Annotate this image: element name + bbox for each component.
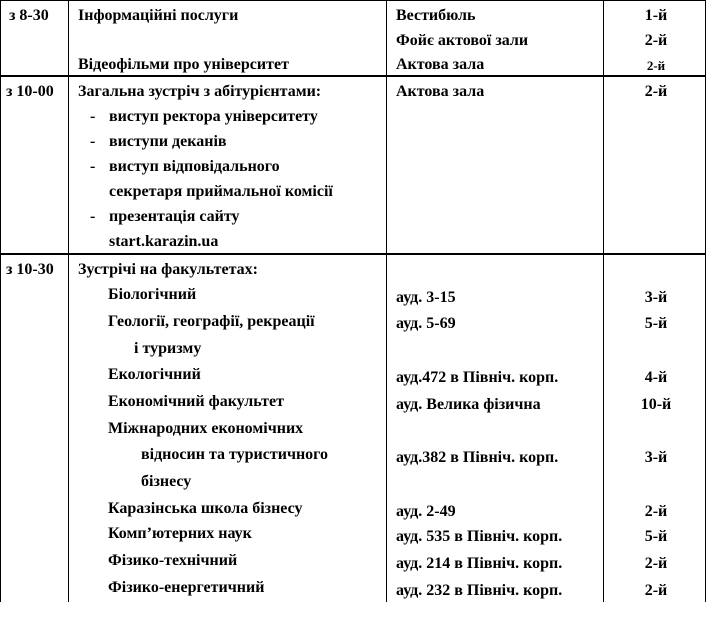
- bullet-mark: -: [90, 158, 96, 175]
- floor: 5-й: [644, 528, 668, 545]
- faculty-name: Геології, географії, рекреації: [108, 313, 315, 330]
- event-title: Зустрічі на факультетах:: [78, 261, 258, 278]
- faculty-name-cont: відносин та туристичного: [141, 446, 329, 463]
- column-divider-place: [386, 0, 387, 602]
- location: ауд. 5-69: [396, 315, 456, 332]
- bullet-item: презентація сайту: [109, 208, 240, 225]
- floor: 2-й: [644, 32, 668, 49]
- floor: 2-й: [644, 83, 668, 100]
- floor: 3-й: [644, 289, 668, 306]
- floor: 4-й: [644, 369, 668, 386]
- event-title: Загальна зустріч з абітурієнтами:: [78, 83, 322, 100]
- time-cell: з 10-00: [6, 83, 54, 100]
- faculty-name: Біологічний: [108, 286, 197, 303]
- floor: 1-й: [644, 7, 668, 24]
- faculty-name: Міжнародних економічних: [108, 420, 304, 437]
- time-cell: з 8-30: [9, 7, 49, 24]
- faculty-name: Економічний факультет: [108, 393, 284, 410]
- faculty-name: Фізико-енергетичний: [108, 579, 265, 596]
- location: ауд. Велика фізична: [396, 396, 541, 413]
- bullet-item: виступи деканів: [109, 133, 227, 150]
- floor: 2-й: [644, 503, 668, 520]
- location: ауд. 232 в Північ. корп.: [396, 582, 563, 599]
- bullet-item: виступ ректора університету: [109, 108, 318, 125]
- table-border-top: [0, 0, 706, 1]
- bullet-item: start.karazin.ua: [109, 233, 219, 250]
- location: Актова зала: [396, 56, 485, 73]
- faculty-name: Каразінська школа бізнесу: [108, 500, 303, 517]
- location: ауд. 214 в Північ. корп.: [396, 555, 563, 572]
- event-title: Інформаційні послуги: [78, 7, 239, 24]
- column-divider-time: [68, 0, 69, 602]
- bullet-item: секретаря приймальної комісії: [109, 183, 333, 200]
- table-border-left: [0, 0, 1, 602]
- faculty-name: Екологічний: [108, 366, 201, 383]
- bullet-mark: -: [90, 133, 96, 150]
- bullet-mark: -: [90, 108, 96, 125]
- location: ауд.472 в Північ. корп.: [396, 369, 559, 386]
- time-cell: з 10-30: [6, 261, 54, 278]
- location: ауд.382 в Північ. корп.: [396, 449, 559, 466]
- floor: 2-й: [644, 582, 668, 599]
- floor: 2-й: [644, 555, 668, 572]
- location: ауд. 2-49: [396, 503, 456, 520]
- faculty-name: Фізико-технічний: [108, 552, 238, 569]
- location: Фойє актової зали: [396, 32, 529, 49]
- location: Актова зала: [396, 83, 485, 100]
- location: ауд. 535 в Північ. корп.: [396, 528, 563, 545]
- bullet-item: виступ відповідального: [109, 158, 280, 175]
- location: ауд. 3-15: [396, 289, 456, 306]
- row-divider-2: [0, 253, 706, 255]
- floor: 3-й: [644, 449, 668, 466]
- event-title: Відеофільми про університет: [78, 56, 289, 73]
- location: Вестибюль: [396, 7, 476, 24]
- faculty-name-cont: і туризму: [134, 340, 202, 357]
- bullet-mark: -: [90, 208, 96, 225]
- floor: 10-й: [640, 396, 672, 413]
- floor: 2-й: [646, 58, 666, 73]
- floor: 5-й: [644, 315, 668, 332]
- faculty-name: Комп’ютерних наук: [108, 525, 252, 542]
- row-divider-1: [0, 75, 706, 77]
- faculty-name-cont: бізнесу: [141, 473, 192, 490]
